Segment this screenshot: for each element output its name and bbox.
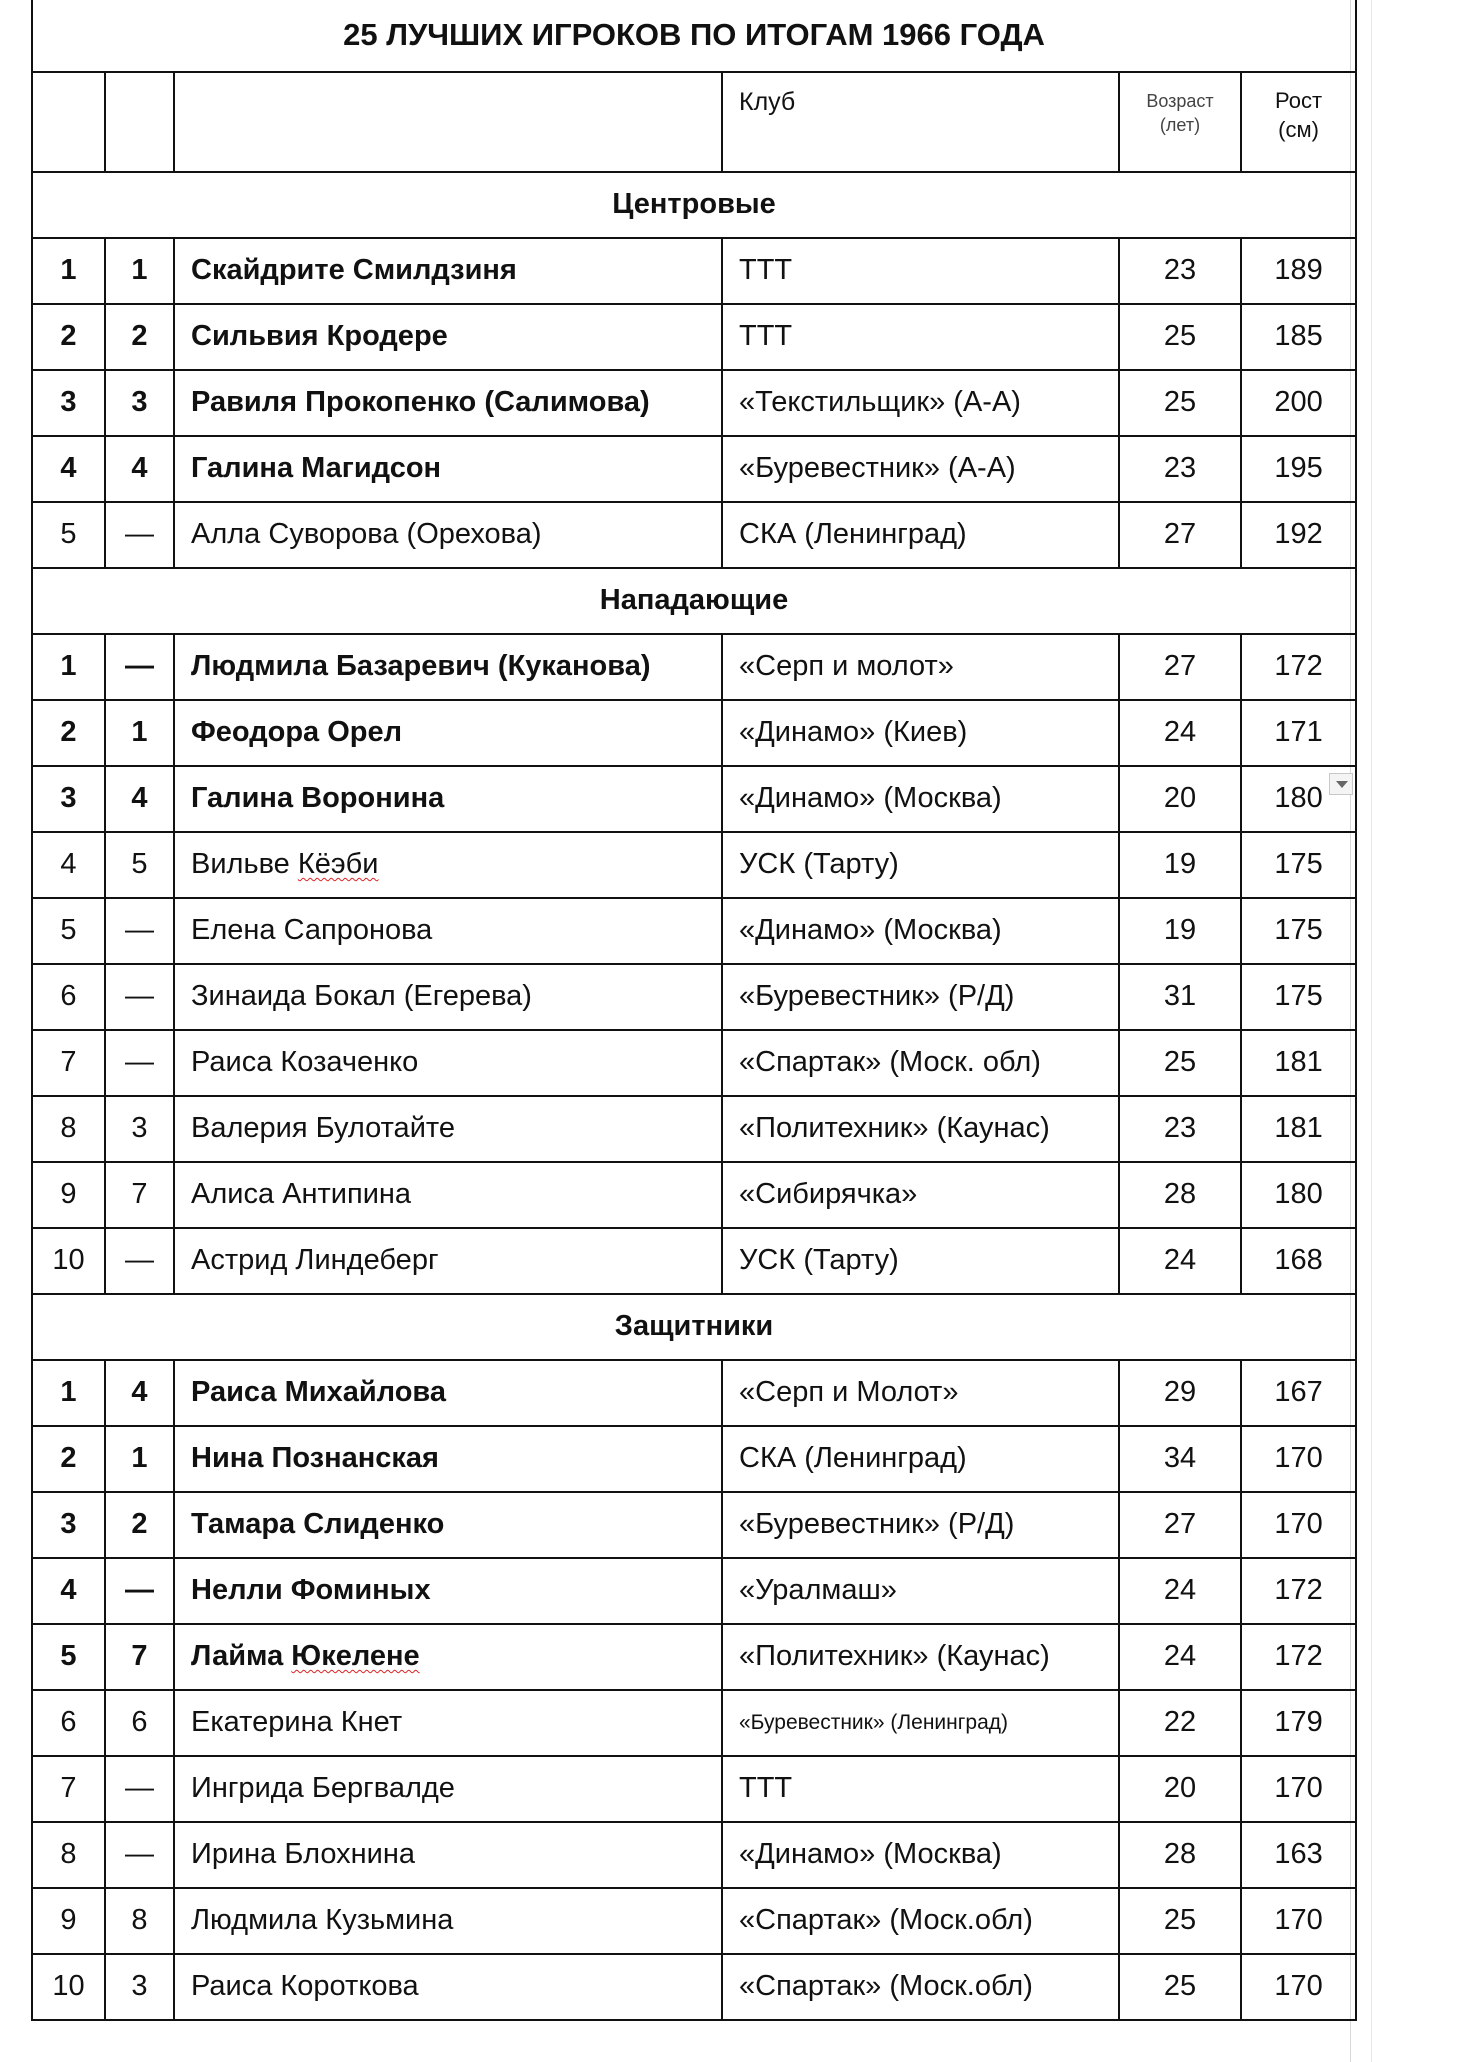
club-cell: СКА (Ленинград) xyxy=(722,502,1119,568)
height-cell: 175 xyxy=(1241,964,1356,1030)
height-cell: 181 xyxy=(1241,1030,1356,1096)
previous-rank-cell: 2 xyxy=(105,1492,174,1558)
rank-cell: 3 xyxy=(32,766,105,832)
club-cell: «Спартак» (Моск.обл) xyxy=(722,1954,1119,2020)
header-age-unit: (лет) xyxy=(1159,115,1201,136)
height-cell: 189 xyxy=(1241,238,1356,304)
height-cell: 200 xyxy=(1241,370,1356,436)
previous-rank-cell: — xyxy=(105,1822,174,1888)
height-cell: 170 xyxy=(1241,1492,1356,1558)
age-cell: 27 xyxy=(1119,634,1241,700)
club-cell: «Буревестник» (Ленинград) xyxy=(722,1690,1119,1756)
player-name-cell: Ингрида Бергвалде xyxy=(174,1756,722,1822)
player-row xyxy=(32,1756,1356,1822)
height-cell: 195 xyxy=(1241,436,1356,502)
age-cell: 19 xyxy=(1119,898,1241,964)
age-cell: 24 xyxy=(1119,700,1241,766)
club-cell: «Серп и молот» xyxy=(722,634,1119,700)
height-cell: 170 xyxy=(1241,1756,1356,1822)
player-name-cell: Раиса Михайлова xyxy=(174,1360,722,1426)
section-title: Центровые xyxy=(32,172,1356,238)
height-cell: 172 xyxy=(1241,634,1356,700)
chevron-down-icon[interactable] xyxy=(1329,773,1353,795)
height-cell xyxy=(1241,766,1356,832)
previous-rank-cell: 1 xyxy=(105,238,174,304)
previous-rank-cell: 4 xyxy=(105,766,174,832)
previous-rank-cell: 3 xyxy=(105,370,174,436)
age-cell: 25 xyxy=(1119,1030,1241,1096)
height-cell: 170 xyxy=(1241,1954,1356,2020)
club-cell: СКА (Ленинград) xyxy=(722,1426,1119,1492)
spellcheck-flagged-word: Кёэби xyxy=(297,848,379,881)
previous-rank-cell: — xyxy=(105,964,174,1030)
club-cell: «Буревестник» (А-А) xyxy=(722,436,1119,502)
rank-cell: 1 xyxy=(32,634,105,700)
age-cell: 23 xyxy=(1119,436,1241,502)
player-name-text: Вильве xyxy=(191,848,298,881)
player-name-cell: Екатерина Кнет xyxy=(174,1690,722,1756)
height-cell: 167 xyxy=(1241,1360,1356,1426)
player-name-cell: Людмила Базаревич (Куканова) xyxy=(174,634,722,700)
player-row xyxy=(32,1492,1356,1558)
age-cell: 27 xyxy=(1119,1492,1241,1558)
section-title: Защитники xyxy=(32,1294,1356,1360)
club-cell: ТТТ xyxy=(722,304,1119,370)
previous-rank-cell: — xyxy=(105,1228,174,1294)
age-cell: 22 xyxy=(1119,1690,1241,1756)
club-cell: «Динамо» (Киев) xyxy=(722,700,1119,766)
height-value: 180 xyxy=(1274,782,1323,815)
age-cell: 19 xyxy=(1119,832,1241,898)
rank-cell: 4 xyxy=(32,832,105,898)
previous-rank-cell: 4 xyxy=(105,436,174,502)
previous-rank-cell: 5 xyxy=(105,832,174,898)
player-name-text: Лайма xyxy=(191,1640,292,1673)
club-cell: «Серп и Молот» xyxy=(722,1360,1119,1426)
age-cell: 23 xyxy=(1119,1096,1241,1162)
height-cell: 175 xyxy=(1241,832,1356,898)
rank-cell: 6 xyxy=(32,964,105,1030)
rank-cell: 7 xyxy=(32,1756,105,1822)
rank-cell: 5 xyxy=(32,502,105,568)
club-cell: «Буревестник» (Р/Д) xyxy=(722,964,1119,1030)
club-cell: ТТТ xyxy=(722,1756,1119,1822)
age-cell: 31 xyxy=(1119,964,1241,1030)
section-title: Нападающие xyxy=(32,568,1356,634)
previous-rank-cell: 1 xyxy=(105,700,174,766)
club-cell: УСК (Тарту) xyxy=(722,832,1119,898)
rank-cell: 9 xyxy=(32,1888,105,1954)
player-row xyxy=(32,1954,1356,2020)
rank-cell: 6 xyxy=(32,1690,105,1756)
player-row xyxy=(32,238,1356,304)
previous-rank-cell: — xyxy=(105,1030,174,1096)
header-rank-cell xyxy=(32,72,105,172)
spellcheck-flagged-word: Юкелене xyxy=(291,1640,420,1673)
club-cell: «Буревестник» (Р/Д) xyxy=(722,1492,1119,1558)
age-cell: 25 xyxy=(1119,1888,1241,1954)
player-name-cell: Алиса Антипина xyxy=(174,1162,722,1228)
player-row xyxy=(32,1888,1356,1954)
height-cell: 172 xyxy=(1241,1558,1356,1624)
rank-cell: 4 xyxy=(32,436,105,502)
previous-rank-cell: 1 xyxy=(105,1426,174,1492)
club-cell: «Спартак» (Моск.обл) xyxy=(722,1888,1119,1954)
rank-cell: 9 xyxy=(32,1162,105,1228)
previous-rank-cell: 8 xyxy=(105,1888,174,1954)
club-cell: «Политехник» (Каунас) xyxy=(722,1096,1119,1162)
header-height-label: Рост xyxy=(1275,88,1323,113)
page-edge-line xyxy=(1371,0,1372,2062)
player-name-cell: Валерия Булотайте xyxy=(174,1096,722,1162)
age-cell: 28 xyxy=(1119,1822,1241,1888)
player-row xyxy=(32,1162,1356,1228)
player-name-cell: Нина Познанская xyxy=(174,1426,722,1492)
player-row xyxy=(32,304,1356,370)
rank-cell: 8 xyxy=(32,1096,105,1162)
player-row xyxy=(32,1426,1356,1492)
player-name-cell: Ирина Блохнина xyxy=(174,1822,722,1888)
header-age-label: Возраст xyxy=(1146,91,1214,111)
player-row xyxy=(32,1690,1356,1756)
player-name-cell xyxy=(174,1624,722,1690)
rank-cell: 4 xyxy=(32,1558,105,1624)
club-cell: «Политехник» (Каунас) xyxy=(722,1624,1119,1690)
previous-rank-cell: 2 xyxy=(105,304,174,370)
player-name-cell: Елена Сапронова xyxy=(174,898,722,964)
player-row xyxy=(32,634,1356,700)
previous-rank-cell: 6 xyxy=(105,1690,174,1756)
age-cell: 23 xyxy=(1119,238,1241,304)
player-row xyxy=(32,1822,1356,1888)
header-height-unit: (см) xyxy=(1278,116,1319,142)
table-title-row xyxy=(32,0,1356,72)
table-header-row xyxy=(32,72,1356,172)
header-height xyxy=(1241,72,1356,172)
previous-rank-cell: 7 xyxy=(105,1162,174,1228)
rank-cell: 1 xyxy=(32,238,105,304)
height-cell: 185 xyxy=(1241,304,1356,370)
height-cell: 180 xyxy=(1241,1162,1356,1228)
age-cell: 25 xyxy=(1119,304,1241,370)
rank-cell: 5 xyxy=(32,1624,105,1690)
player-row xyxy=(32,964,1356,1030)
age-cell: 20 xyxy=(1119,1756,1241,1822)
rank-cell: 2 xyxy=(32,1426,105,1492)
header-prev-rank-cell xyxy=(105,72,174,172)
players-table xyxy=(31,0,1357,2021)
age-cell: 27 xyxy=(1119,502,1241,568)
previous-rank-cell: 3 xyxy=(105,1954,174,2020)
age-cell: 34 xyxy=(1119,1426,1241,1492)
club-cell: «Динамо» (Москва) xyxy=(722,766,1119,832)
player-row xyxy=(32,370,1356,436)
rank-cell: 2 xyxy=(32,700,105,766)
rank-cell: 3 xyxy=(32,370,105,436)
height-cell: 163 xyxy=(1241,1822,1356,1888)
height-cell: 172 xyxy=(1241,1624,1356,1690)
player-row xyxy=(32,832,1356,898)
height-cell: 192 xyxy=(1241,502,1356,568)
rank-cell: 10 xyxy=(32,1228,105,1294)
previous-rank-cell: — xyxy=(105,1756,174,1822)
player-name-cell: Раиса Козаченко xyxy=(174,1030,722,1096)
table-title: 25 ЛУЧШИХ ИГРОКОВ ПО ИТОГАМ 1966 ГОДА xyxy=(32,0,1356,72)
player-name-cell xyxy=(174,832,722,898)
section-header-row xyxy=(32,1294,1356,1360)
age-cell: 24 xyxy=(1119,1228,1241,1294)
rank-cell: 5 xyxy=(32,898,105,964)
rank-cell: 1 xyxy=(32,1360,105,1426)
height-cell: 171 xyxy=(1241,700,1356,766)
previous-rank-cell: 3 xyxy=(105,1096,174,1162)
club-cell: «Уралмаш» xyxy=(722,1558,1119,1624)
player-row xyxy=(32,898,1356,964)
player-row xyxy=(32,1030,1356,1096)
height-cell: 179 xyxy=(1241,1690,1356,1756)
player-name-cell: Равиля Прокопенко (Салимова) xyxy=(174,370,722,436)
club-cell: «Текстильщик» (А-А) xyxy=(722,370,1119,436)
player-name-cell: Скайдрите Смилдзиня xyxy=(174,238,722,304)
rank-cell: 7 xyxy=(32,1030,105,1096)
section-header-row xyxy=(32,172,1356,238)
age-cell: 25 xyxy=(1119,1954,1241,2020)
rank-cell: 10 xyxy=(32,1954,105,2020)
height-cell: 168 xyxy=(1241,1228,1356,1294)
player-name-cell: Алла Суворова (Орехова) xyxy=(174,502,722,568)
player-name-cell: Галина Магидсон xyxy=(174,436,722,502)
player-name-cell: Нелли Фоминых xyxy=(174,1558,722,1624)
height-cell: 170 xyxy=(1241,1888,1356,1954)
header-age xyxy=(1119,72,1241,172)
age-cell: 24 xyxy=(1119,1624,1241,1690)
previous-rank-cell: — xyxy=(105,1558,174,1624)
height-cell: 170 xyxy=(1241,1426,1356,1492)
club-cell: «Сибирячка» xyxy=(722,1162,1119,1228)
player-row xyxy=(32,1558,1356,1624)
player-row xyxy=(32,700,1356,766)
player-row xyxy=(32,1360,1356,1426)
player-row xyxy=(32,1624,1356,1690)
player-name-cell: Людмила Кузьмина xyxy=(174,1888,722,1954)
previous-rank-cell: — xyxy=(105,634,174,700)
height-cell: 175 xyxy=(1241,898,1356,964)
age-cell: 20 xyxy=(1119,766,1241,832)
age-cell: 25 xyxy=(1119,370,1241,436)
previous-rank-cell: 7 xyxy=(105,1624,174,1690)
previous-rank-cell: 4 xyxy=(105,1360,174,1426)
rank-cell: 3 xyxy=(32,1492,105,1558)
player-row xyxy=(32,1228,1356,1294)
player-name-cell: Зинаида Бокал (Егерева) xyxy=(174,964,722,1030)
club-cell: «Спартак» (Моск. обл) xyxy=(722,1030,1119,1096)
player-name-cell: Сильвия Кродере xyxy=(174,304,722,370)
player-name-cell: Феодора Орел xyxy=(174,700,722,766)
previous-rank-cell: — xyxy=(105,502,174,568)
section-header-row xyxy=(32,568,1356,634)
player-name-cell: Раиса Короткова xyxy=(174,1954,722,2020)
player-row xyxy=(32,766,1356,832)
player-row xyxy=(32,502,1356,568)
rank-cell: 2 xyxy=(32,304,105,370)
player-row xyxy=(32,436,1356,502)
club-cell: УСК (Тарту) xyxy=(722,1228,1119,1294)
header-club: Клуб xyxy=(722,72,1119,172)
club-cell: «Динамо» (Москва) xyxy=(722,1822,1119,1888)
age-cell: 28 xyxy=(1119,1162,1241,1228)
age-cell: 29 xyxy=(1119,1360,1241,1426)
club-cell: «Динамо» (Москва) xyxy=(722,898,1119,964)
player-name-cell: Тамара Слиденко xyxy=(174,1492,722,1558)
header-name-cell xyxy=(174,72,722,172)
player-name-cell: Астрид Линдеберг xyxy=(174,1228,722,1294)
club-cell: ТТТ xyxy=(722,238,1119,304)
player-name-cell: Галина Воронина xyxy=(174,766,722,832)
player-row xyxy=(32,1096,1356,1162)
height-cell: 181 xyxy=(1241,1096,1356,1162)
age-cell: 24 xyxy=(1119,1558,1241,1624)
rank-cell: 8 xyxy=(32,1822,105,1888)
previous-rank-cell: — xyxy=(105,898,174,964)
